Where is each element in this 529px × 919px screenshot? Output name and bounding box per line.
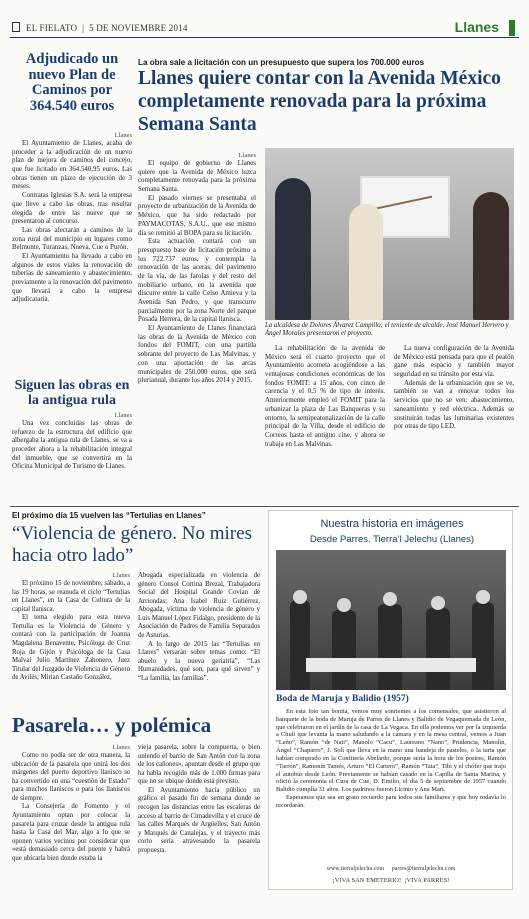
pasarela-paragraph: Como no podía ser de otra manera, la ubicación de la pasarela que unirá los dos márgenes del puerto deportivo llanisco se ha convertido en una “cuestión de Estado” para muchos llaniscos o para los llaniscos de siempre. xyxy=(12,752,130,802)
photo-person xyxy=(349,204,383,320)
photo-guest xyxy=(378,604,402,690)
main-article-byline: Llanes xyxy=(238,152,256,159)
left-article-paragraph: Las obras afectarán a caminos de la zona rural del municipio en lugares como Belmonte, Turanzas, Nueva, Cue o Purón. xyxy=(12,226,132,252)
violencia-title: “Violencia de género. No mires hacia otro lado” xyxy=(12,523,252,566)
photo-guest-face xyxy=(293,590,307,604)
history-photo xyxy=(276,550,506,690)
violencia-paragraph: Abogada especializada en violencia de género Consol Cortina Brezal, Trabajadora Social del Hospital Grande Covian de Arriondas; Ana Isabel Ruiz Gutiérrez, Abogada, víctima de violencia de género y Luis Manuel López Fidalgo, presidente de la Asociación de Padres de Familia Separados de Asturias. xyxy=(138,572,260,639)
photo-person xyxy=(275,178,311,320)
pasarela-col1 xyxy=(12,752,130,863)
photo-guest-face xyxy=(337,598,351,612)
rula-article-paragraph: Una vez concluidas las obras de refuerzo de la estructura del edificio que albergaba la antigua rula de Llanes, se va a proceder ahora a la rehabilitación integral del inmueble, que se convertirá en la Oficina Municipal de Turismo de Llanes. xyxy=(12,420,132,471)
main-article-kicker: La obra sale a licitación con un presupuesto que supera los 700.000 euros xyxy=(138,58,425,67)
rula-article-title: Siguen las obras en la antigua rula xyxy=(14,378,130,409)
main-article-col2 xyxy=(265,345,385,449)
history-paragraph: En esta foto tan bonita, vemos muy sonrientes a los comensales, que asistieron al banquete de la boda de Maruja de Parres de Llanes y Balidio de Vegaquemada de León, que celebraron en el jardín de la casa de La Vegaca. En ella podemos ver por la izquierda a Chuli que levanta la mano saludando a la cámara y en la mesa central, vemos a Juan “Leño”, Ramón “de Nati”, Manolo “Cacu”, Laureano “Nano”, Prudencia, Manolín, Ángel “Chaparro”, J. Solí que lleva en la mano una bandeja de pasteles, o la tarta que habían comprado en la Confitería Abelardo, porque sería la hora de los postres, Ramón “Tarrón”, Ramonín Tamés, Arturo “El Cartero”, Ramón “Tata”, Tibi y el chófer que trajo el autobús desde León. Previamente se habían casado en la Capilla de Santa Marina, y ofició la ceremonia el Cura de Cue, D. Emilio, el día 5 de septiembre de 1957 cuando Balidio cumplía 31 años. Los padrinos fueron Licinio y Ana Mari. xyxy=(276,708,506,794)
main-article-col3 xyxy=(394,345,514,432)
photo-guest-face xyxy=(383,592,397,606)
main-article-paragraph: La nueva configuración de la Avenida de México está pensada para que el peatón gane más espacio y también mayor seguridad en su tránsito por esta vía. xyxy=(394,345,514,379)
photo-guest xyxy=(426,608,450,690)
header-left: EL FIELATO | 5 DE NOVIEMBRE 2014 xyxy=(12,22,188,33)
main-article-paragraph: La rehabilitación de la avenida de México será el cuarto proyecto que el Ayuntamiento acometa acogiéndose a las ventajosas condiciones económicas de los fondos FOMIT: a 15 años, con cinco de carencia y el 0,5 % de tipo de interés. Anteriormente empleó el FOMIT para la urbanizar la plaza de Las Banqueras y su entorno, la semipeatonalización de la calle principal de la Villa, desde el edificio de Correos hasta el antiguo cine, y ahora se trabaja en Las Malvinas. xyxy=(265,345,385,448)
history-footer-slogan: ¡VIVA SAN EMETERIO! ¡VIVA PARRES! xyxy=(332,877,450,884)
photo-guest xyxy=(332,610,356,690)
pasarela-paragraph: La Consejería de Fomento y el Ayuntamiento optan por colocar la pasarela para cruzar desde la antigua rula hasta la Casa del Mar, algo a lo que se oponen varios vecinos por considerar que «está demasiado cerca del puente y habrá que ubicarla bien donde estaba la xyxy=(12,803,130,862)
history-body xyxy=(276,708,506,810)
left-article-body xyxy=(12,140,132,305)
pasarela-title: Pasarela… y polémica xyxy=(12,713,212,737)
photo-guest xyxy=(290,600,310,690)
main-article-col1 xyxy=(138,160,256,386)
pasarela-paragraph: El Ayuntamiento hacía público un gráfico el pasado fin de semana donde se recogen las distancias entre las escaleras de acceso al barrio de Cimadevilla y el cruce de las calles Marqués de Argüelles, San Antón y Marqués de Canalejas, y el trayecto más corto sería atravesando la pasarela propuesta. xyxy=(138,786,260,854)
violencia-byline: Llanes xyxy=(112,572,130,579)
pasarela-col2 xyxy=(138,744,260,855)
photo-guest-face xyxy=(431,596,445,610)
violencia-col1 xyxy=(12,580,130,683)
history-caption-title: Boda de Maruja y Balidio (1957) xyxy=(276,694,409,704)
main-article-paragraph: Esta actuación contará con un presupuesto base de licitación próximo a los 722.737 euros, y contempla la renovación de las aceras, del pavimento de la vía, de las farolas y del resto del mobiliario urbano, en la avenida que discurre entre la calle Celso Amieva y la Avenida San Pedro, y que transcurre parcialmente por la zona Norte del parque Posada Herrera, de la capital llanisca. xyxy=(138,238,256,324)
history-box-title: Nuestra historia en imágenes xyxy=(320,518,464,530)
photo-person xyxy=(473,192,509,320)
violencia-paragraph: A lo largo de 2015 las “Tertulias en Llanes” versarán sobre temas como: “El abuelo y la nueva geriatría”, “Las Humanidades, qué son, para qué sirven” y “La familia, las familias”. xyxy=(138,640,260,682)
left-article-byline: Llanes xyxy=(114,132,132,139)
main-article-paragraph: El pasado viernes se presentaba el proyecto de urbanización de la Avenida de México, que ha sido redactado por PAYMACOTAS, S.A.U., que ese mismo día se remitió al BOPA para su licitación. xyxy=(138,194,256,237)
history-footer-links: www.tierraljelechu.com parres@tierraljelechu.com xyxy=(326,866,456,872)
left-article-paragraph: El Ayuntamiento ha llevado a cabo en algunos de estos viales la renovación de tuberías de saneamiento y abastecimiento, previamente a la renovación del pavimento que llevará a cabo la empresa adjudicataria. xyxy=(12,252,132,304)
main-article-paragraph: Además de la urbanización que se ve, también se van a renovar todos los servicios que no se ven: abastecimiento, saneamiento y red eléctrica. Además se sustituirán todas las luminarias existentes por otras de tipo LED. xyxy=(394,379,514,431)
paper-logo-icon xyxy=(12,22,20,32)
pasarela-paragraph: vieja pasarela, sobre la compuerta, o bien uniendo el barrio de San Antón con la zona de los cañones», apuntan desde el grupo que ha habla recogido más de 1.000 firmas para que no se ubique donde está previsto. xyxy=(138,744,260,786)
left-article-paragraph: El Ayuntamiento de Llanes, acaba de proceder a la adjudicación de un nuevo plan de mejora de caminos del concejo, que fue licitado en 364.540,95 euros. Las obras tienen un plazo de ejecución de 3 meses. xyxy=(12,140,132,191)
main-photo-caption: La alcaldesa de Dolores Álvarez Campillo; el teniente de alcalde, José Manuel Herrero y Ángel Morales presentaron el proyecto. xyxy=(265,322,509,338)
main-article-title: Llanes quiere contar con la Avenida México completamente renovada para la próxima Semana Santa xyxy=(138,68,501,135)
section-name: Llanes xyxy=(454,19,499,35)
violencia-paragraph: El tema elegido para esta nueva Tertulia es la Violencia de Género y contará con la participación de Joanna Magdalena Benavente, Psicóloga de Cruz Roja de Gijón y Psicóloga de la Casa Malvaí Julio Martínez Zahonero, Juez Titular del Juzgado de Violencia de Género de Avilés; Mirian Castaño González, xyxy=(12,614,130,682)
history-box-subtitle: Desde Parres. Tierra’l Jelechu (Llanes) xyxy=(309,534,475,545)
section-color-bar xyxy=(509,20,515,36)
photo-guest xyxy=(472,602,494,690)
issue-date: 5 DE NOVIEMBRE 2014 xyxy=(89,23,188,33)
violencia-paragraph: El próximo 15 de noviembre, sábado, a las 19 horas, se reanuda el ciclo “Tertulias en Llanes”, en la Casa de Cultura de la capital llanisca. xyxy=(12,580,130,613)
main-article-paragraph: El Ayuntamiento de Llanes financiará las obras de la Avenida de México con fondos del FOMIT, con una partida sobrante del proyecto de Las Malvinas, y con una aportación de las arcas municipales de 250.000 euros, que será plurianual, durante los años 2014 y 2015. xyxy=(138,325,256,385)
history-paragraph: Esperamos que sea un grato recuerdo para todos sus familiares y que hoy todavía lo recordarán. xyxy=(276,793,506,809)
main-article-photo xyxy=(265,148,514,320)
section-divider xyxy=(10,506,519,507)
photo-table xyxy=(306,658,476,672)
left-article-paragraph: Contratas Iglesias S.A. será la empresa que lleve a cabo las obras, tras resultar elegida de entre las nueve que se presentaron al concurso. xyxy=(12,192,132,226)
pasarela-byline: Llanes xyxy=(112,744,130,751)
photo-guest-face xyxy=(476,590,490,604)
main-article-paragraph: El equipo de gobierno de Llanes quiere que la Avenida de México luzca completamente renovada para la próxima Semana Santa. xyxy=(138,160,256,194)
rula-article-body xyxy=(12,420,132,472)
paper-name: EL FIELATO xyxy=(26,23,78,33)
left-article-title: Adjudicado un nuevo Plan de Caminos por 364.540 euros xyxy=(25,51,119,114)
rula-article-byline: Llanes xyxy=(114,412,132,419)
page-header xyxy=(10,19,519,38)
violencia-col2 xyxy=(138,572,260,683)
violencia-kicker: El próximo día 15 vuelven las “Tertulias en Llanes” xyxy=(12,511,206,520)
